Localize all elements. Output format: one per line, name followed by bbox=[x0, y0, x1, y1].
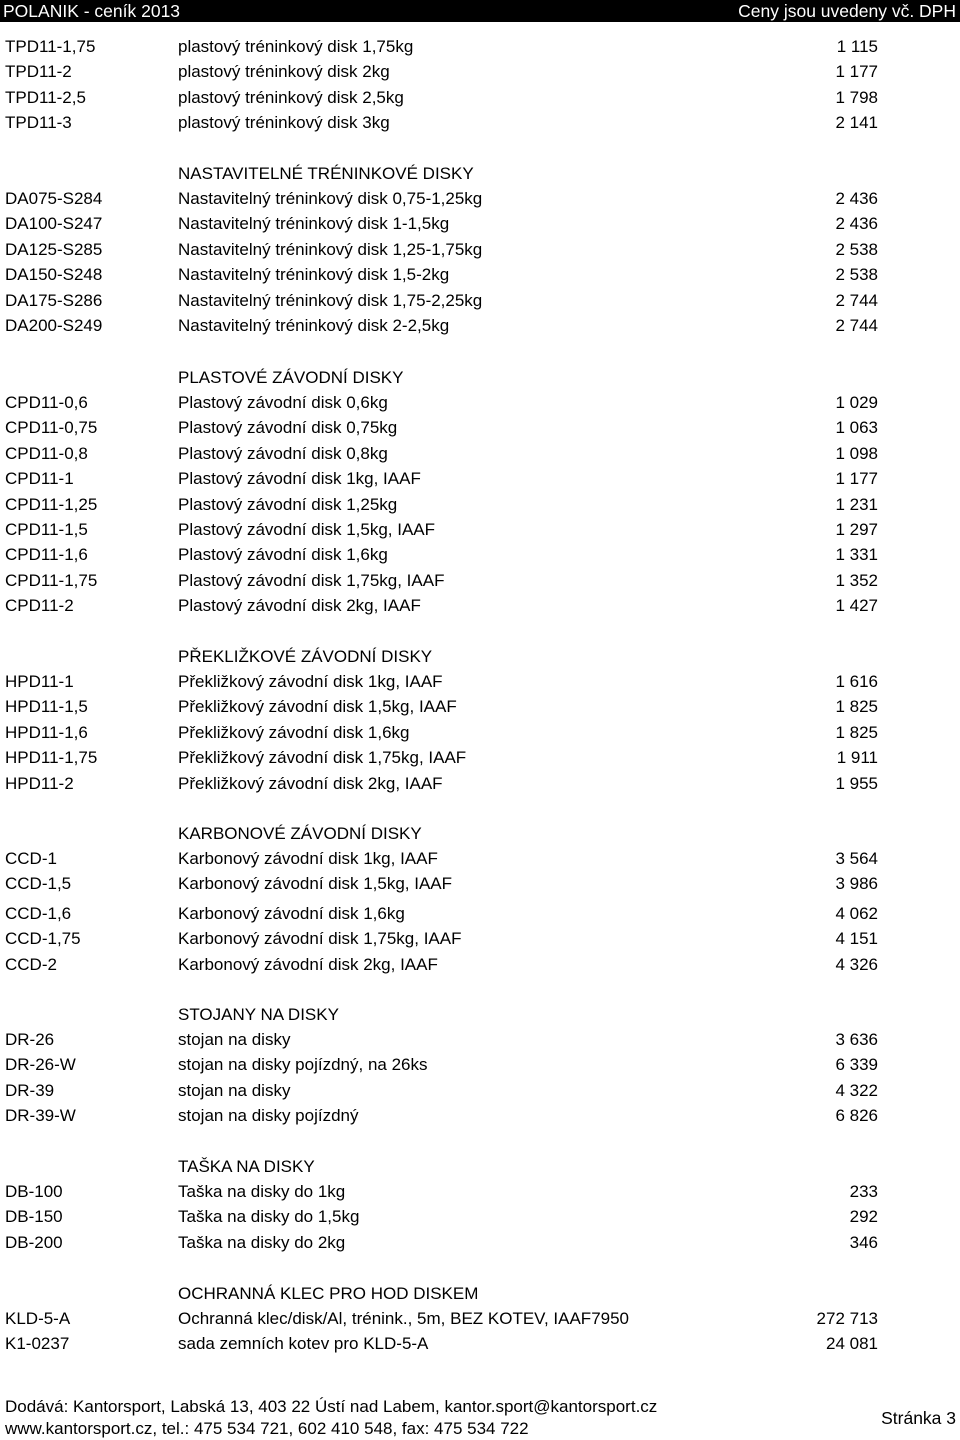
item-price: 24 081 bbox=[826, 1334, 878, 1354]
item-description: plastový tréninkový disk 2kg bbox=[178, 62, 390, 82]
section-title: PŘEKLIŽKOVÉ ZÁVODNÍ DISKY bbox=[178, 647, 433, 666]
item-price: 1 297 bbox=[835, 520, 878, 539]
item-code: TPD11-2 bbox=[5, 62, 72, 82]
table-row bbox=[0, 442, 960, 466]
item-code: CPD11-1,25 bbox=[5, 494, 98, 514]
item-code: CPD11-0,6 bbox=[5, 393, 88, 412]
item-code: DR-39-W bbox=[5, 1106, 76, 1126]
section-title: TAŠKA NA DISKY bbox=[178, 1157, 315, 1176]
item-price: 2 538 bbox=[835, 239, 878, 259]
item-code: HPD11-1 bbox=[5, 672, 74, 691]
table-row bbox=[0, 1028, 960, 1052]
item-description: Taška na disky do 1kg bbox=[178, 1182, 346, 1201]
item-description: Nastavitelný tréninkový disk 2-2,5kg bbox=[178, 316, 450, 335]
item-code: CPD11-1,5 bbox=[5, 520, 88, 539]
item-price: 2 538 bbox=[835, 265, 878, 285]
item-code: CCD-1,5 bbox=[5, 874, 72, 894]
table-row bbox=[0, 543, 960, 567]
section-title: OCHRANNÁ KLEC PRO HOD DISKEM bbox=[178, 1284, 479, 1303]
item-price: 1 231 bbox=[835, 494, 878, 514]
item-price: 1 098 bbox=[835, 443, 878, 463]
item-description: Ochranná klec/disk/Al, trénink., 5m, BEZ KOTEV, IAAF7950 bbox=[178, 1309, 630, 1328]
item-code: TPD11-2,5 bbox=[5, 87, 86, 107]
table-row bbox=[0, 670, 960, 694]
item-price: 1 825 bbox=[835, 722, 878, 742]
table-row bbox=[0, 1205, 960, 1229]
item-description: Plastový závodní disk 1,5kg, IAAF bbox=[178, 520, 436, 539]
item-price: 4 151 bbox=[835, 929, 878, 949]
item-code: DB-150 bbox=[5, 1207, 63, 1227]
item-price: 2 436 bbox=[835, 189, 878, 208]
footer-contact: www.kantorsport.cz, tel.: 475 534 721, 602 410 548, fax: 475 534 722 bbox=[5, 1419, 529, 1438]
item-code: CPD11-1,75 bbox=[5, 570, 98, 590]
item-code: CPD11-1,6 bbox=[5, 545, 88, 565]
item-price: 6 339 bbox=[835, 1055, 878, 1075]
table-row bbox=[0, 1053, 960, 1077]
table-row bbox=[0, 35, 960, 59]
item-description: Plastový závodní disk 0,6kg bbox=[178, 393, 388, 412]
table-row bbox=[0, 187, 960, 211]
item-price: 233 bbox=[849, 1182, 878, 1201]
item-code: KLD-5-A bbox=[5, 1309, 71, 1328]
table-row bbox=[0, 721, 960, 745]
section-title: NASTAVITELNÉ TRÉNINKOVÉ DISKY bbox=[178, 164, 474, 183]
item-price: 1 352 bbox=[835, 570, 878, 590]
table-row bbox=[0, 391, 960, 415]
table-row bbox=[0, 902, 960, 926]
table-row bbox=[0, 746, 960, 770]
item-price: 1 063 bbox=[835, 418, 878, 438]
item-price: 346 bbox=[849, 1232, 878, 1252]
item-description: Karbonový závodní disk 1,6kg bbox=[178, 903, 405, 923]
item-price: 2 744 bbox=[835, 316, 878, 335]
item-price: 2 744 bbox=[835, 290, 878, 310]
footer-address: Dodává: Kantorsport, Labská 13, 403 22 Ústí nad Labem, kantor.sport@kantorsport.cz bbox=[5, 1397, 658, 1416]
table-row bbox=[0, 1104, 960, 1128]
item-description: stojan na disky pojízdný, na 26ks bbox=[178, 1055, 428, 1075]
item-code: CPD11-0,75 bbox=[5, 418, 98, 438]
item-code: CPD11-2 bbox=[5, 596, 74, 616]
item-code: TPD11-1,75 bbox=[5, 37, 96, 56]
item-code: DA075-S284 bbox=[5, 189, 103, 208]
item-code: CCD-1,75 bbox=[5, 929, 81, 949]
item-code: CPD11-0,8 bbox=[5, 443, 88, 463]
table-row bbox=[0, 569, 960, 593]
item-description: Taška na disky do 1,5kg bbox=[178, 1207, 360, 1227]
item-price: 2 141 bbox=[835, 113, 878, 133]
item-code: HPD11-1,75 bbox=[5, 748, 98, 768]
item-code: DA200-S249 bbox=[5, 316, 103, 335]
item-code: HPD11-1,5 bbox=[5, 697, 88, 717]
item-description: stojan na disky pojízdný bbox=[178, 1106, 359, 1126]
item-price: 1 798 bbox=[835, 87, 878, 107]
table-row bbox=[0, 1180, 960, 1204]
table-row bbox=[0, 847, 960, 871]
item-description: Plastový závodní disk 0,8kg bbox=[178, 443, 388, 463]
item-description: Plastový závodní disk 1,25kg bbox=[178, 494, 398, 514]
item-description: Nastavitelný tréninkový disk 1,75-2,25kg bbox=[178, 290, 483, 310]
item-description: Karbonový závodní disk 2kg, IAAF bbox=[178, 954, 438, 974]
item-description: stojan na disky bbox=[178, 1080, 291, 1100]
table-row bbox=[0, 86, 960, 110]
item-code: HPD11-2 bbox=[5, 773, 74, 793]
item-description: Plastový závodní disk 0,75kg bbox=[178, 418, 398, 438]
item-description: Nastavitelný tréninkový disk 1,5-2kg bbox=[178, 265, 450, 285]
table-row bbox=[0, 416, 960, 440]
table-row bbox=[0, 238, 960, 262]
item-price: 292 bbox=[849, 1207, 878, 1227]
item-description: Překližkový závodní disk 1kg, IAAF bbox=[178, 672, 443, 691]
item-price: 4 322 bbox=[835, 1080, 878, 1100]
table-row bbox=[0, 927, 960, 951]
item-code: DA175-S286 bbox=[5, 290, 103, 310]
item-description: Překližkový závodní disk 1,75kg, IAAF bbox=[178, 748, 467, 768]
table-row bbox=[0, 111, 960, 135]
item-description: Překližkový závodní disk 2kg, IAAF bbox=[178, 773, 443, 793]
item-price: 4 326 bbox=[835, 954, 878, 974]
table-row bbox=[0, 314, 960, 338]
item-code: CCD-1 bbox=[5, 849, 57, 868]
table-row bbox=[0, 518, 960, 542]
section-title: STOJANY NA DISKY bbox=[178, 1005, 339, 1024]
item-description: plastový tréninkový disk 3kg bbox=[178, 113, 390, 133]
table-row bbox=[0, 493, 960, 517]
item-price: 1 177 bbox=[835, 469, 878, 489]
item-code: DR-26-W bbox=[5, 1055, 76, 1075]
item-price: 1 825 bbox=[835, 697, 878, 717]
item-description: plastový tréninkový disk 2,5kg bbox=[178, 87, 404, 107]
table-row bbox=[0, 1307, 960, 1331]
table-row bbox=[0, 872, 960, 896]
table-row bbox=[0, 1231, 960, 1255]
item-description: Nastavitelný tréninkový disk 1,25-1,75kg bbox=[178, 239, 483, 259]
item-price: 272 713 bbox=[816, 1309, 878, 1328]
item-price: 1 177 bbox=[835, 62, 878, 82]
table-row bbox=[0, 467, 960, 491]
section-title: KARBONOVÉ ZÁVODNÍ DISKY bbox=[178, 824, 422, 843]
item-price: 1 427 bbox=[835, 596, 878, 616]
item-description: Plastový závodní disk 2kg, IAAF bbox=[178, 596, 421, 616]
item-price: 1 331 bbox=[835, 545, 878, 565]
table-row bbox=[0, 1332, 960, 1356]
item-price: 1 911 bbox=[836, 748, 878, 768]
item-code: DR-26 bbox=[5, 1030, 55, 1049]
table-row bbox=[0, 953, 960, 977]
item-description: Nastavitelný tréninkový disk 1-1,5kg bbox=[178, 214, 450, 234]
item-code: TPD11-3 bbox=[5, 113, 72, 133]
item-price: 6 826 bbox=[835, 1106, 878, 1126]
item-description: plastový tréninkový disk 1,75kg bbox=[178, 37, 414, 56]
table-row bbox=[0, 695, 960, 719]
item-price: 3 636 bbox=[835, 1030, 878, 1049]
item-code: DB-200 bbox=[5, 1232, 63, 1252]
item-description: Plastový závodní disk 1,6kg bbox=[178, 545, 388, 565]
page-header bbox=[0, 0, 960, 22]
item-description: Plastový závodní disk 1,75kg, IAAF bbox=[178, 570, 445, 590]
item-code: DA125-S285 bbox=[5, 239, 103, 259]
item-description: stojan na disky bbox=[178, 1030, 291, 1049]
item-price: 4 062 bbox=[835, 903, 878, 923]
item-description: Plastový závodní disk 1kg, IAAF bbox=[178, 469, 421, 489]
table-row bbox=[0, 1079, 960, 1103]
table-row bbox=[0, 772, 960, 796]
item-description: Překližkový závodní disk 1,6kg bbox=[178, 722, 410, 742]
section-title: PLASTOVÉ ZÁVODNÍ DISKY bbox=[178, 368, 404, 387]
header-price-note: Ceny jsou uvedeny vč. DPH bbox=[738, 1, 956, 21]
item-price: 3 986 bbox=[835, 874, 878, 894]
item-code: CPD11-1 bbox=[5, 469, 74, 489]
item-description: Karbonový závodní disk 1kg, IAAF bbox=[178, 849, 438, 868]
item-price: 3 564 bbox=[835, 849, 878, 868]
item-description: sada zemních kotev pro KLD-5-A bbox=[178, 1334, 429, 1354]
table-row bbox=[0, 594, 960, 618]
header-title: POLANIK - ceník 2013 bbox=[3, 1, 181, 21]
item-code: CCD-2 bbox=[5, 954, 57, 974]
page-number: Stránka 3 bbox=[881, 1408, 956, 1428]
item-description: Nastavitelný tréninkový disk 0,75-1,25kg bbox=[178, 189, 483, 208]
item-price: 1 616 bbox=[835, 672, 878, 691]
item-price: 2 436 bbox=[835, 214, 878, 234]
item-price: 1 029 bbox=[835, 393, 878, 412]
item-code: DA150-S248 bbox=[5, 265, 103, 285]
item-code: CCD-1,6 bbox=[5, 903, 72, 923]
item-description: Překližkový závodní disk 1,5kg, IAAF bbox=[178, 697, 457, 717]
table-row bbox=[0, 263, 960, 287]
item-code: DA100-S247 bbox=[5, 214, 103, 234]
table-row bbox=[0, 289, 960, 313]
item-price: 1 115 bbox=[836, 37, 878, 56]
item-price: 1 955 bbox=[835, 773, 878, 793]
item-description: Karbonový závodní disk 1,75kg, IAAF bbox=[178, 929, 462, 949]
table-row bbox=[0, 212, 960, 236]
item-code: HPD11-1,6 bbox=[5, 722, 88, 742]
item-description: Taška na disky do 2kg bbox=[178, 1232, 346, 1252]
item-description: Karbonový závodní disk 1,5kg, IAAF bbox=[178, 874, 453, 894]
table-row bbox=[0, 60, 960, 84]
item-code: DB-100 bbox=[5, 1182, 63, 1201]
item-code: DR-39 bbox=[5, 1080, 55, 1100]
item-code: K1-0237 bbox=[5, 1334, 70, 1354]
